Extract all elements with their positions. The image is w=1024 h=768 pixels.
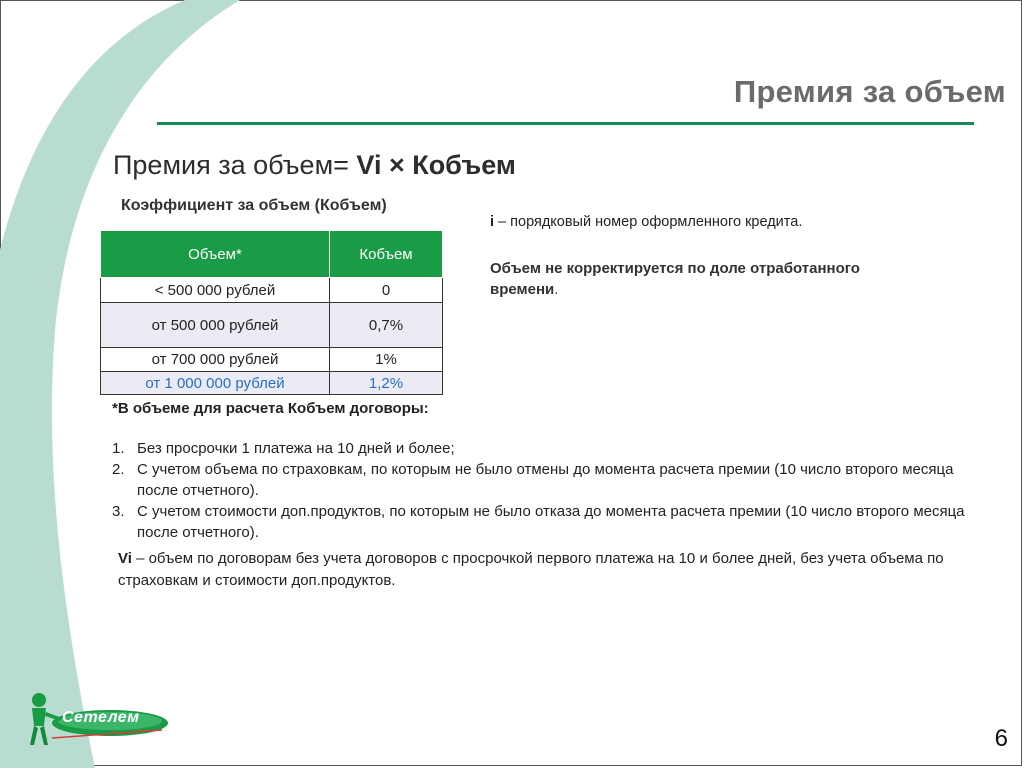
list-item-number: 1. (112, 440, 125, 457)
title-divider (157, 122, 974, 125)
page-number: 6 (994, 725, 1008, 752)
table-row (101, 303, 443, 348)
column-header-volume: Объем* (101, 231, 330, 278)
volume-cell: от 700 000 рублей (101, 348, 330, 372)
list-item (112, 438, 972, 459)
list-item-text: С учетом объема по страховкам, по которым не было отмены до момента расчета премии (10 число второго месяца после отчетного). (137, 461, 954, 499)
list-item (112, 459, 972, 501)
logo-text: Сетелем (62, 709, 140, 726)
index-description: – порядковый номер оформленного кредита. (494, 214, 803, 230)
table-row (101, 348, 443, 372)
table-row (101, 372, 443, 395)
list-item-number: 2. (112, 461, 125, 478)
formula-heading (113, 150, 516, 181)
coefficient-cell: 1% (330, 348, 443, 372)
table-row (101, 278, 443, 303)
volume-note (490, 258, 930, 300)
coefficient-cell: 1,2% (330, 372, 443, 395)
volume-cell: < 500 000 рублей (101, 278, 330, 303)
formula-rhs: Vi × Кобъем (356, 150, 516, 180)
list-item (112, 501, 972, 543)
list-item-text: Без просрочки 1 платежа на 10 дней и более; (137, 440, 455, 457)
slide-title: Премия за объем (733, 74, 1006, 109)
formula-lhs: Премия за объем= (113, 150, 357, 180)
list-item-text: С учетом стоимости доп.продуктов, по которым не было отказа до момента расчета премии (10 число второго месяца после отчетного). (137, 503, 965, 541)
column-header-coefficient: Кобъем (330, 231, 443, 278)
volume-note-bold: Объем не корректируется по доле отработанного времени (490, 260, 860, 298)
mascot-icon (32, 693, 46, 707)
vi-symbol: Vi (118, 550, 132, 567)
coefficient-cell: 0 (330, 278, 443, 303)
volume-cell: от 1 000 000 рублей (101, 372, 330, 395)
volume-note-tail: . (554, 281, 559, 298)
table-header-row (101, 231, 443, 278)
volume-cell: от 500 000 рублей (101, 303, 330, 348)
index-note (490, 214, 802, 230)
contracts-list (112, 438, 972, 543)
coefficient-caption: Коэффициент за объем (Кобъем) (121, 197, 387, 214)
contracts-heading: *В объеме для расчета Кобъем договоры: (112, 400, 429, 417)
coefficient-table (100, 230, 443, 395)
index-symbol: i (490, 214, 495, 230)
vi-description: – объем по договорам без учета договоров с просрочкой первого платежа на 10 и более дней, без учета объема по страховкам и стоимости доп.продуктов. (118, 550, 944, 589)
coefficient-cell: 0,7% (330, 303, 443, 348)
list-item-number: 3. (112, 503, 125, 520)
vi-definition (118, 548, 988, 592)
